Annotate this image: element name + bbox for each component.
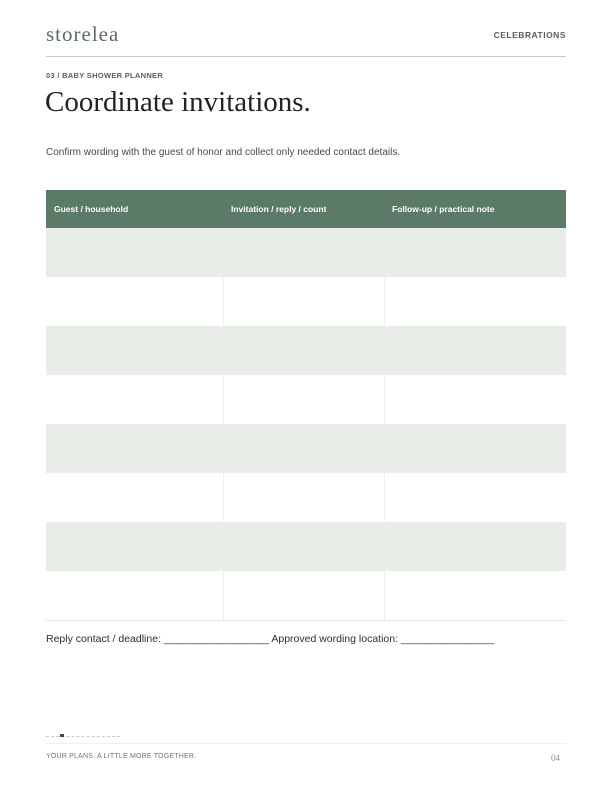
guest-cell[interactable]	[46, 571, 223, 621]
follow-up-cell[interactable]	[384, 473, 566, 522]
column-header-invitation: Invitation / reply / count	[223, 190, 384, 228]
invitation-cell[interactable]	[223, 424, 384, 473]
column-header-follow-up: Follow-up / practical note	[384, 190, 566, 228]
table-row	[46, 375, 566, 424]
invitation-cell[interactable]	[223, 571, 384, 621]
column-header-guest: Guest / household	[46, 190, 223, 228]
follow-up-cell[interactable]	[384, 277, 566, 326]
intro-text: Confirm wording with the guest of honor and collect only needed contact details.	[46, 147, 401, 158]
table-row	[46, 473, 566, 522]
reply-deadline-line[interactable]: Reply contact / deadline: __________________ Approved wording location: ________________	[46, 633, 495, 645]
planner-kicker: 03 / BABY SHOWER PLANNER	[46, 71, 164, 80]
invitation-cell[interactable]	[223, 473, 384, 522]
table-row	[46, 424, 566, 473]
guest-cell[interactable]	[46, 228, 223, 277]
footer-tagline: YOUR PLANS. A LITTLE MORE TOGETHER.	[46, 753, 197, 760]
progress-marker	[60, 734, 64, 737]
follow-up-cell[interactable]	[384, 571, 566, 621]
table-row	[46, 277, 566, 326]
follow-up-cell[interactable]	[384, 522, 566, 571]
follow-up-cell[interactable]	[384, 228, 566, 277]
guest-cell[interactable]	[46, 277, 223, 326]
invitation-table	[46, 190, 566, 621]
brand-logo: storelea	[46, 22, 120, 46]
follow-up-cell[interactable]	[384, 375, 566, 424]
guest-cell[interactable]	[46, 522, 223, 571]
section-label: CELEBRATIONS	[493, 30, 566, 40]
follow-up-cell[interactable]	[384, 424, 566, 473]
table-row	[46, 522, 566, 571]
invitation-cell[interactable]	[223, 326, 384, 375]
table-row	[46, 326, 566, 375]
table-row	[46, 571, 566, 621]
guest-cell[interactable]	[46, 424, 223, 473]
invitation-cell[interactable]	[223, 277, 384, 326]
guest-cell[interactable]	[46, 326, 223, 375]
invitation-cell[interactable]	[223, 522, 384, 571]
guest-cell[interactable]	[46, 473, 223, 522]
invitation-cell[interactable]	[223, 375, 384, 424]
progress-dashes	[46, 736, 120, 737]
table-header-row	[46, 190, 566, 228]
guest-cell[interactable]	[46, 375, 223, 424]
page-number: 04	[551, 753, 560, 763]
page-title: Coordinate invitations.	[45, 86, 311, 118]
footer-divider	[46, 743, 566, 744]
follow-up-cell[interactable]	[384, 326, 566, 375]
table-row	[46, 228, 566, 277]
invitation-cell[interactable]	[223, 228, 384, 277]
header-divider	[46, 56, 566, 57]
